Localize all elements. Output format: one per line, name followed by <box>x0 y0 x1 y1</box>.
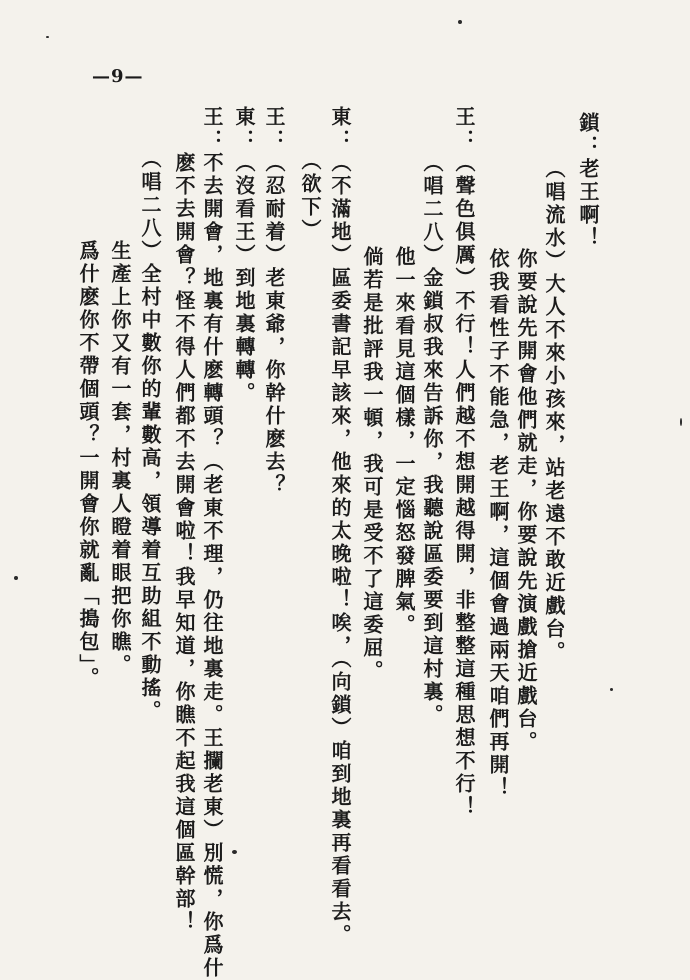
scan-speck <box>610 688 613 691</box>
text-column: （唱流水）大人不來小孩來，站老遠不敢近戲台。 <box>542 158 566 664</box>
scan-speck <box>46 36 49 38</box>
text-column: 王：（忍耐着）老東爺，你幹什麽去？ <box>262 106 286 497</box>
scan-speck <box>14 576 18 580</box>
text-column: 生產上你又有一套，村裏人瞪着眼把你瞧。 <box>108 240 132 677</box>
text-column: 你要說先開會他們就走，你要說先演戲搶近戲台。 <box>514 248 538 754</box>
text-column: （欲下） <box>298 150 322 242</box>
text-column: 東：（沒看王）到地裏轉轉。 <box>232 106 256 405</box>
scan-speck <box>680 418 682 426</box>
scan-speck <box>458 20 462 24</box>
page-number: —9— <box>92 66 144 87</box>
text-column: 爲什麽你不帶個頭？一開會你就亂「搗包」。 <box>76 240 100 690</box>
text-column: （唱二八）金鎖叔我來告訴你，我聽說區委要到這村裏。 <box>420 152 444 727</box>
text-column: 依我看性子不能急，老王啊，這個會過兩天咱們再開！ <box>486 248 510 800</box>
text-column: 倘若是批評我一頓，我可是受不了這委屈。 <box>360 246 384 683</box>
text-column: 他一來看見這個樣，一定惱怒發脾氣。 <box>392 246 416 637</box>
text-column: 東：（不滿地）區委書記早該來，他來的太晚啦！唉，（向鎖）咱到地裏再看看去。 <box>328 106 352 947</box>
text-column: 麽不去開會？怪不得人們都不去開會啦！我早知道，你瞧不起我這個區幹部！ <box>172 152 196 934</box>
text-column: 鎖：老王啊！ <box>576 112 600 250</box>
text-column: 王：（聲色俱厲）不行！人們越不想開越得開，非整整這種思想不行！ <box>452 106 476 819</box>
scan-speck <box>232 850 237 854</box>
text-column: （唱二八）全村中數你的輩數高，領導着互助組不動搖。 <box>138 148 162 723</box>
text-column: 王：不去開會，地裏有什麽轉頭？（老東不理，仍往地裏走。王攔老東）別慌，你爲什 <box>200 106 224 980</box>
